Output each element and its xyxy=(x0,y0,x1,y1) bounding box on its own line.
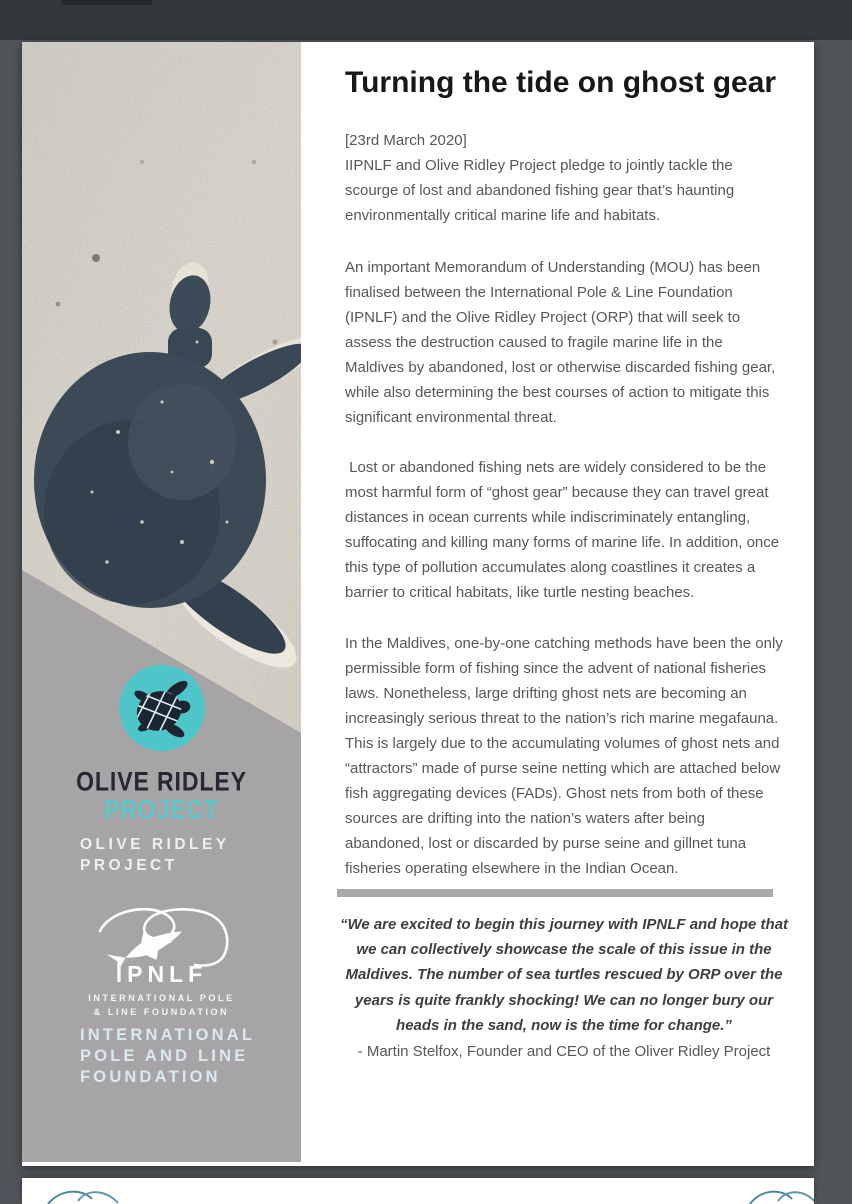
orp-wordmark-line1: OLIVE RIDLEY xyxy=(76,766,247,798)
orp-caption-line2: PROJECT xyxy=(80,857,178,874)
ipnlf-name-line3: FOUNDATION xyxy=(80,1068,221,1086)
page-title: Turning the tide on ghost gear xyxy=(345,66,777,99)
orp-logo xyxy=(22,664,301,825)
turtle-photo-art xyxy=(22,42,301,742)
orp-caption xyxy=(22,834,301,876)
orp-turtle-net-icon xyxy=(118,664,206,752)
date-line: [23rd March 2020] xyxy=(345,132,467,149)
paragraph-ghost-gear: Lost or abandoned fishing nets are widely considered to be the most harmful form of “ghost gear” because they can travel great distances in ocean currents while indiscriminately entangling, suffocating and killing many forms of marine life. In addition, once this type of pollution accumulates along coastlines it creates a barrier to critical habitats, like turtle nesting beaches. xyxy=(345,459,780,601)
article-body xyxy=(339,42,789,1064)
orp-caption-line1: OLIVE RIDLEY xyxy=(80,836,230,853)
window-tab-stub xyxy=(62,0,152,5)
viewer-toolbar xyxy=(0,0,852,40)
ipnlf-caption-line2: & LINE FOUNDATION xyxy=(93,1007,230,1017)
orp-wordmark-line2: PROJECT xyxy=(103,794,220,826)
ipnlf-name-line1: INTERNATIONAL xyxy=(80,1026,256,1044)
sidebar-panel xyxy=(22,42,301,1162)
ipnlf-acronym: IPNLF xyxy=(115,961,208,987)
paragraph-mou: An important Memorandum of Understanding (MOU) has been finalised between the International Pole & Line Foundation (IPNLF) and the Olive Ridley Project (ORP) that will seek to assess the destruction caused to fragile marine life in the Maldives by abandoned, lost or otherwise discarded fishing gear, while also determining the best courses of action to mitigate this significant environmental threat. xyxy=(345,259,776,426)
quote-attribution: - Martin Stelfox, Founder and CEO of the Oliver Ridley Project xyxy=(357,1043,771,1061)
intro-text: IIPNLF and Olive Ridley Project pledge to jointly tackle the scourge of lost and abandoned fishing gear that’s haunting environmentally critical marine life and habitats. xyxy=(345,157,735,224)
pull-quote: “We are excited to begin this journey with IPNLF and hope that we can collectively showcase the scale of this issue in the Maldives. The number of sea turtles rescued by ORP over the years is quite frankly shocking! We can no longer bury our heads in the sand, now is the time for change.” xyxy=(339,916,789,1034)
quote-divider-bar xyxy=(337,889,773,897)
document-page-1 xyxy=(22,42,814,1166)
page2-left-logo-curve-icon xyxy=(44,1187,124,1204)
page2-right-logo-curve-icon xyxy=(748,1187,814,1204)
ipnlf-name-line2: POLE AND LINE xyxy=(80,1047,249,1065)
ipnlf-fish-line-icon xyxy=(77,905,247,967)
ipnlf-caption-line1: INTERNATIONAL POLE xyxy=(88,993,235,1003)
paragraph-maldives: In the Maldives, one-by-one catching methods have been the only permissible form of fishing since the advent of national fisheries laws. Nonetheless, large drifting ghost nets are becoming an increasingly serious threat to the nation’s rich marine megafauna. This is largely due to the accumulating volumes of ghost nets and “attractors” made of purse seine netting which are attached below fish aggregating devices (FADs). Ghost nets from both of these sources are drifting into the nation’s waters after being abandoned, lost or discarded by purse seine and gillnet tuna fisheries operating elsewhere in the Indian Ocean. xyxy=(345,635,783,877)
turtle-photo xyxy=(22,42,301,742)
intro-paragraph xyxy=(345,128,785,228)
ipnlf-name xyxy=(22,1025,301,1088)
document-page-2 xyxy=(22,1178,814,1204)
ipnlf-logo xyxy=(22,905,301,1019)
